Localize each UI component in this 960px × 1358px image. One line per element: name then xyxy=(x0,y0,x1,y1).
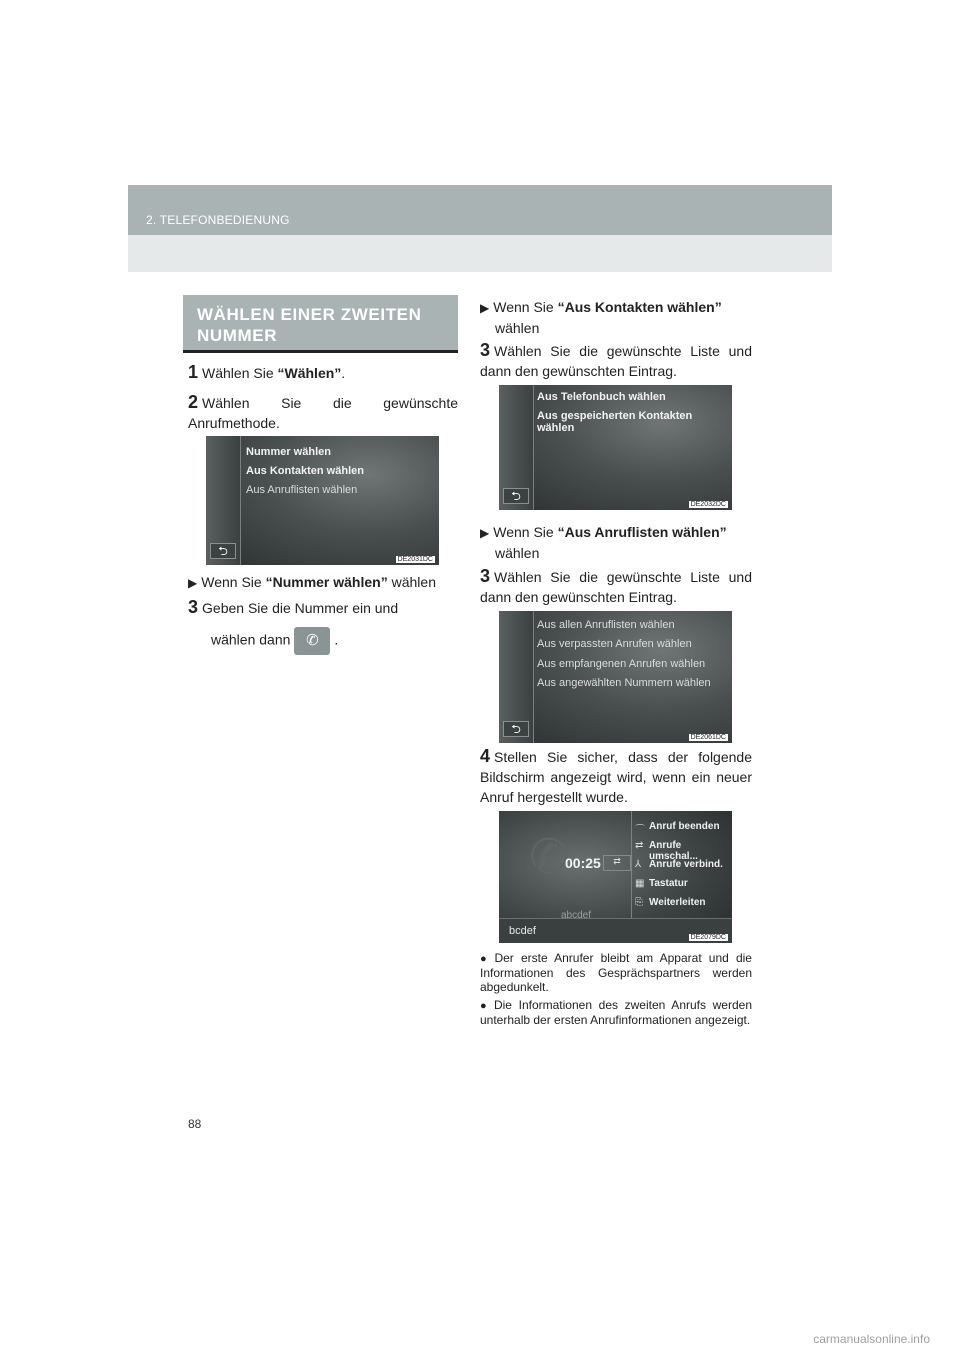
step-3-contacts: 3 Wählen Sie die gewünschte Liste und dann den gewünschten Eintrag. xyxy=(480,340,752,379)
screen-contacts xyxy=(499,385,732,510)
menu-transfer: Weiterleiten xyxy=(649,897,706,908)
chapter-title: 2. TELEFONBEDIENUNG xyxy=(146,213,290,227)
case-calllists: ▶ Wenn Sie “Aus Anruflisten wählen” wählen xyxy=(480,524,727,561)
menu-item-all-lists: Aus allen Anruflisten wählen xyxy=(537,619,675,631)
section-title-box xyxy=(183,295,458,353)
phone-call-icon: ✆ xyxy=(294,627,330,655)
step-3-calllists: 3 Wählen Sie die gewünschte Liste und dann den gewünschten Eintrag. xyxy=(480,566,752,605)
menu-item-calllists: Aus Anruflisten wählen xyxy=(246,484,358,496)
transfer-icon: ⎘ xyxy=(635,897,643,908)
step-2: 2 Wählen Sie die gewünschte Anrufmethode. xyxy=(188,392,458,431)
menu-item-dialed: Aus angewählten Nummern wählen xyxy=(537,677,711,689)
triangle-icon: ▶ xyxy=(480,301,490,315)
screen-dial-method xyxy=(206,436,439,565)
image-code: DE2031DC xyxy=(397,556,433,563)
menu-swap-calls: Anrufe umschal... xyxy=(649,840,698,862)
step-3-dial: 3 Geben Sie die Nummer ein und xyxy=(188,597,399,617)
caller-1: bcdef xyxy=(509,925,536,937)
step-1: 1 Wählen Sie “Wählen”. xyxy=(188,362,346,382)
menu-item-contacts: Aus Kontakten wählen xyxy=(246,465,364,477)
menu-keypad: Tastatur xyxy=(649,878,688,889)
header-subband xyxy=(128,235,832,272)
case-number: ▶ Wenn Sie “Nummer wählen” wählen xyxy=(188,574,436,590)
call-timer: 00:25 xyxy=(565,855,601,871)
page-number: 88 xyxy=(188,1117,202,1131)
menu-end-call: Anruf beenden xyxy=(649,821,720,832)
mute-icon: ⇄ xyxy=(603,855,631,871)
bullet-1: ● Der erste Anrufer bleibt am Apparat und die Informationen des Gesprächspartners werden abgedunkelt. xyxy=(480,951,752,994)
section-title: WÄHLEN EINER ZWEITEN NUMMER xyxy=(197,305,422,345)
triangle-icon: ▶ xyxy=(188,576,198,590)
back-icon: ⮌ xyxy=(503,488,529,504)
image-code: DE2079DC xyxy=(690,934,726,941)
swap-icon: ⇄ xyxy=(635,840,644,851)
menu-item-received: Aus empfangenen Anrufen wählen xyxy=(537,658,706,670)
back-icon: ⮌ xyxy=(503,721,529,737)
end-call-icon: ⌒ xyxy=(635,825,645,836)
menu-item-saved-contacts: Aus gespeicherten Kontakten wählen xyxy=(537,410,693,434)
header-band xyxy=(128,185,832,235)
case-contacts: ▶ Wenn Sie “Aus Kontakten wählen” wählen xyxy=(480,299,722,336)
image-code: DE2061DC xyxy=(690,734,726,741)
footer-watermark: carmanualsonline.info xyxy=(813,1332,930,1346)
screen-active-call xyxy=(499,811,732,943)
handset-icon: ✆ xyxy=(529,831,570,884)
keypad-icon: ▦ xyxy=(635,878,645,889)
step-4: 4 Stellen Sie sicher, dass der folgende Bildschirm angezeigt wird, wenn ein neuer Anruf hergestellt wurde. xyxy=(480,746,752,805)
caller-2: abcdef xyxy=(561,910,592,921)
image-code: DE2032DC xyxy=(690,501,726,508)
triangle-icon: ▶ xyxy=(480,526,490,540)
menu-item-number: Nummer wählen xyxy=(246,446,331,458)
menu-merge-calls: Anrufe verbind. xyxy=(649,859,723,870)
step-3-dial-line2: wählen dann ✆ . xyxy=(211,627,338,655)
bullet-2: ● Die Informationen des zweiten Anrufs werden unterhalb der ersten Anrufinformationen angezeigt. xyxy=(480,998,752,1027)
back-icon: ⮌ xyxy=(210,543,236,559)
menu-item-phonebook: Aus Telefonbuch wählen xyxy=(537,391,666,403)
screen-calllists xyxy=(499,611,732,743)
menu-item-missed: Aus verpassten Anrufen wählen xyxy=(537,638,692,650)
merge-icon: ⅄ xyxy=(635,859,642,870)
